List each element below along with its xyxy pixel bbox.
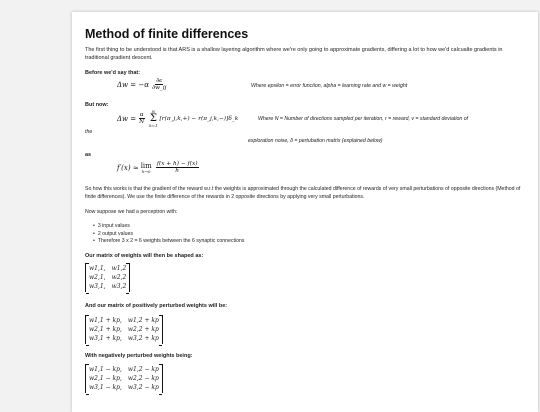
eq1-lhs: Δw = −α bbox=[117, 80, 149, 89]
matrix-cell: w1,1 + kp, bbox=[89, 317, 122, 324]
matrix1-label: Our matrix of weights will then be shaped as: bbox=[85, 253, 204, 259]
eq3-lhs: f′(x) ≈ bbox=[117, 163, 139, 172]
eq2-fraction bbox=[138, 112, 145, 125]
matrix-cell: w1,2 − kp bbox=[127, 366, 159, 373]
matrix-cell: w2,2 − kp bbox=[127, 375, 159, 382]
matrix-cell: w3,2 + kp bbox=[127, 335, 159, 342]
gradient-descent-equation bbox=[117, 78, 169, 91]
matrix-cell: w1,1 − kp, bbox=[89, 366, 122, 373]
sum-upper: N bbox=[151, 109, 156, 114]
sum-lower: k=1 bbox=[149, 123, 158, 128]
matrix-cell: w3,2 − kp bbox=[127, 384, 159, 391]
matrix3-label: With negatively perturbed weights being: bbox=[85, 353, 193, 359]
eq3-denominator: h bbox=[175, 168, 180, 174]
list-item: • 2 output values bbox=[93, 231, 244, 239]
matrix-cell: w2,2 + kp bbox=[127, 326, 159, 333]
explanation-paragraph: So how this works is that the gradient of the reward w.r.t the weights is approximated through the calculated difference of rewards of very small perturbations of opposite directions (Method of finite differences). We use the finite difference of the rewards in 2 opposite directions by applying very small perturbations. bbox=[85, 186, 521, 200]
list-item: • Therefore 3 x 2 = 6 weights between the 6 synaptic connections bbox=[93, 238, 244, 246]
limit-operator bbox=[141, 162, 152, 174]
negative-perturbation-matrix bbox=[85, 364, 163, 393]
eq3-fraction bbox=[156, 161, 199, 174]
perceptron-paragraph: Now suppose we had a perceptron with: bbox=[85, 209, 178, 215]
matrix-cell: w2,1 + kp, bbox=[89, 326, 122, 333]
matrix-cell: w3,2 bbox=[111, 283, 127, 290]
lim-word: lim bbox=[140, 161, 152, 170]
finite-difference-equation bbox=[117, 161, 201, 174]
eq2-numerator: α bbox=[139, 112, 144, 118]
before-label: Before we'd say that: bbox=[85, 70, 141, 76]
page-title: Method of finite differences bbox=[85, 27, 249, 41]
weight-matrix bbox=[85, 263, 130, 292]
eq2-note-line1: Where N = Number of directions sampled per iteration, r = reward, v = standard deviation of bbox=[258, 116, 469, 122]
perceptron-bullet-list bbox=[93, 223, 244, 246]
matrix-cell: w2,1, bbox=[89, 274, 106, 281]
ars-update-equation bbox=[117, 109, 238, 128]
positive-perturbation-matrix bbox=[85, 315, 163, 344]
eq2-note-the: the bbox=[85, 129, 93, 135]
document-page bbox=[72, 12, 538, 412]
lim-subscript: h→0 bbox=[142, 168, 151, 174]
eq1-note: Where epsilon = error function, alpha = learning rate and w = weight bbox=[251, 83, 408, 89]
but-now-label: But now: bbox=[85, 102, 109, 108]
eq1-fraction bbox=[151, 78, 168, 91]
sigma-glyph: Σ bbox=[149, 113, 157, 124]
matrix-cell: w3,1 + kp, bbox=[89, 335, 122, 342]
eq2-denominator: N bbox=[139, 119, 145, 125]
matrix-cell: w2,1 − kp, bbox=[89, 375, 122, 382]
matrix-cell: w3,1 − kp, bbox=[89, 384, 122, 391]
intro-paragraph: The first thing to be understood is that ARS is a shallow layering algorithm where we're only going to approximate gradients, differing a lot to how we'd calcualte gradients in traditional gradient descent. bbox=[85, 47, 503, 61]
eq3-numerator: f(x + h) − f(x) bbox=[156, 161, 198, 167]
matrix2-label: And our matrix of positively perturbed weights will be: bbox=[85, 303, 228, 309]
eq2-body: [r(π_j,k,+) − r(π_j,k,−)]δ_k bbox=[159, 115, 239, 122]
matrix-cell: w3,1, bbox=[89, 283, 106, 290]
eq2-note-line2: exploration noise, δ = pertubation matrix (explained below) bbox=[248, 138, 383, 144]
matrix-cell: w1,1, bbox=[89, 265, 106, 272]
summation-symbol bbox=[149, 109, 157, 128]
matrix-cell: w1,2 bbox=[111, 265, 127, 272]
matrix-cell: w2,2 bbox=[111, 274, 127, 281]
list-item: • 3 input values bbox=[93, 223, 244, 231]
matrix-cell: w1,2 + kp bbox=[127, 317, 159, 324]
as-label: as bbox=[85, 152, 92, 158]
eq1-denominator: ∂w_ij bbox=[151, 85, 167, 91]
eq2-lhs: Δw = bbox=[117, 114, 137, 123]
eq1-numerator: ∂ϵ bbox=[156, 78, 163, 84]
